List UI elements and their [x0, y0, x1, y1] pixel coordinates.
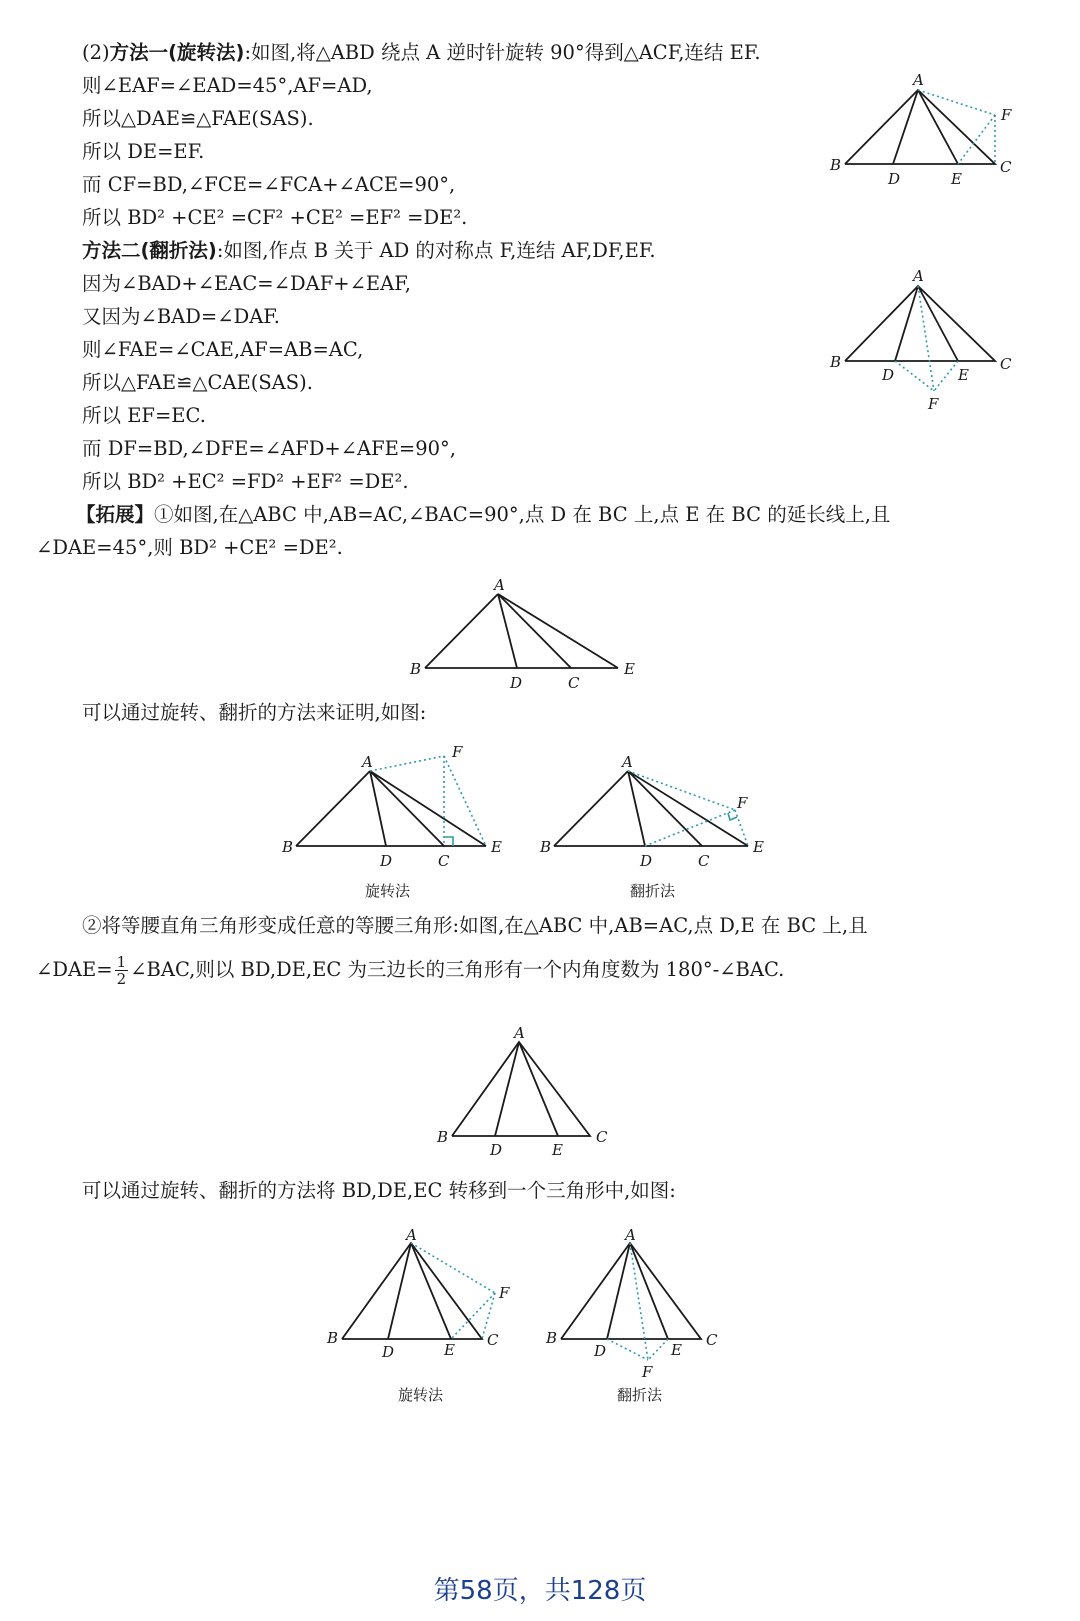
segment-ae	[498, 594, 618, 668]
segment-ef	[934, 361, 958, 391]
label-b: B	[546, 1329, 558, 1347]
segment-ab	[425, 594, 498, 668]
method2-title: 方法二(翻折法)	[82, 239, 217, 262]
page-counter: 第58页，共128页	[433, 1576, 647, 1606]
caption-fold: 翻折法	[617, 1386, 663, 1404]
label-d: D	[882, 366, 895, 384]
method1-line-5: 所以 BD² +CE² =CF² +CE² =EF² =DE².	[82, 206, 468, 229]
ext1-tag: 【拓展】	[76, 503, 155, 526]
label-b: B	[830, 156, 842, 174]
label-c: C	[1000, 355, 1012, 373]
label-c: C	[568, 674, 580, 692]
ext1-line1-text: ①如图,在△ABC 中,AB=AC,∠BAC=90°,点 D 在 BC 上,点 E 在 BC 的延长线上,且	[154, 503, 891, 526]
segment-ad	[370, 771, 386, 846]
segment-ef	[648, 1339, 668, 1360]
method2-line-6: 而 DF=BD,∠DFE=∠AFD+∠AFE=90°,	[82, 437, 456, 460]
label-f: F	[499, 1284, 510, 1302]
caption-rotation: 旋转法	[365, 882, 411, 900]
label-d: D	[640, 852, 653, 870]
label-b: B	[327, 1329, 339, 1347]
label-a: A	[913, 267, 924, 285]
segment-ad	[498, 594, 517, 668]
label-d: D	[594, 1342, 607, 1360]
figure-ext2-rotation	[320, 1225, 520, 1410]
label-d: D	[380, 852, 393, 870]
figure-method2-fold	[820, 266, 1020, 416]
figure-method1-rotation	[820, 70, 1020, 190]
method2-line-7: 所以 BD² +EC² =FD² +EF² =DE².	[82, 470, 409, 493]
label-b: B	[830, 353, 842, 371]
label-a: A	[622, 753, 633, 771]
ext1-note: 可以通过旋转、翻折的方法来证明,如图:	[82, 701, 427, 724]
label-c: C	[1000, 158, 1012, 176]
label-c: C	[706, 1331, 718, 1349]
segment-ad	[607, 1243, 630, 1339]
label-b: B	[282, 838, 294, 856]
segment-ae	[630, 1243, 668, 1339]
method2-line-1: 因为∠BAD+∠EAC=∠DAF+∠EAF,	[82, 272, 411, 295]
label-f: F	[928, 395, 939, 413]
label-c: C	[698, 852, 710, 870]
method1-line-0: :如图,将△ABD 绕点 A 逆时针旋转 90°得到△ACF,连结 EF.	[244, 41, 761, 64]
ext2-line2-a: ∠DAE=	[36, 958, 113, 981]
label-c: C	[487, 1331, 499, 1349]
label-e: E	[624, 660, 635, 678]
label-b: B	[410, 660, 422, 678]
method1-title: 方法一(旋转法)	[109, 41, 245, 64]
method1-lead: (2)	[82, 41, 110, 64]
figure-ext1-rotation	[275, 740, 515, 905]
segment-ef	[958, 115, 995, 164]
segment-ab	[296, 771, 370, 846]
segment-ab	[554, 771, 628, 846]
label-d: D	[382, 1343, 395, 1361]
segment-ae	[918, 286, 958, 361]
method2-line-4: 所以△FAE≌△CAE(SAS).	[82, 371, 313, 394]
figure-ext2-base	[430, 1018, 620, 1158]
segment-af	[630, 1243, 648, 1360]
label-e: E	[958, 366, 969, 384]
segment-df	[607, 1339, 648, 1360]
label-e: E	[444, 1341, 455, 1359]
right-angle-mark	[444, 837, 453, 846]
triangle-abc	[342, 1243, 482, 1339]
ext2-line-1: ②将等腰直角三角形变成任意的等腰三角形:如图,在△ABC 中,AB=AC,点 D,E 在 BC 上,且	[82, 914, 868, 937]
method1-line-1: 则∠EAF=∠EAD=45°,AF=AD,	[82, 74, 373, 97]
segment-ad	[893, 90, 918, 164]
method2-line-0: :如图,作点 B 关于 AD 的对称点 F,连结 AF,DF,EF.	[216, 239, 656, 262]
caption-fold: 翻折法	[630, 882, 676, 900]
label-d: D	[510, 674, 523, 692]
ext1-line-1	[76, 502, 890, 528]
label-e: E	[552, 1141, 563, 1158]
label-a: A	[362, 753, 373, 771]
method1-line-2: 所以△DAE≌△FAE(SAS).	[82, 107, 314, 130]
label-c: C	[596, 1128, 608, 1146]
figure-ext1-base	[400, 570, 650, 695]
triangle-abc	[561, 1243, 701, 1339]
segment-af	[411, 1243, 495, 1293]
label-a: A	[514, 1024, 525, 1042]
segment-ac	[498, 594, 571, 668]
segment-ac	[370, 771, 444, 846]
label-f: F	[642, 1363, 653, 1381]
ext2-note: 可以通过旋转、翻折的方法将 BD,DE,EC 转移到一个三角形中,如图:	[82, 1179, 676, 1202]
caption-rotation: 旋转法	[398, 1386, 444, 1404]
half-fraction	[115, 954, 129, 987]
segment-df	[895, 361, 934, 391]
label-c: C	[438, 852, 450, 870]
right-angle-mark	[728, 813, 737, 820]
label-a: A	[913, 71, 924, 89]
label-f: F	[1001, 106, 1012, 124]
method2-line-2: 又因为∠BAD=∠DAF.	[82, 305, 280, 328]
label-a: A	[494, 576, 505, 594]
label-e: E	[951, 170, 962, 188]
segment-ef	[735, 810, 748, 846]
label-e: E	[671, 1341, 682, 1359]
label-e: E	[491, 838, 502, 856]
label-d: D	[888, 170, 901, 188]
label-d: D	[490, 1141, 503, 1158]
ext2-line2-b: ∠BAC,则以 BD,DE,EC 为三边长的三角形有一个内角度数为 180°-∠BAC.	[130, 958, 785, 981]
label-f: F	[737, 794, 748, 812]
triangle-abc	[845, 90, 995, 164]
segment-af	[370, 756, 444, 771]
label-a: A	[625, 1226, 636, 1244]
label-b: B	[437, 1128, 449, 1146]
method2-heading	[82, 238, 656, 264]
segment-df	[645, 810, 735, 846]
label-f: F	[452, 743, 463, 761]
method1-line-3: 所以 DE=EF.	[82, 140, 205, 163]
label-b: B	[540, 838, 552, 856]
segment-ad	[495, 1042, 519, 1136]
segment-ad	[628, 771, 645, 846]
method2-line-5: 所以 EF=EC.	[82, 404, 206, 427]
segment-ae	[628, 771, 748, 846]
triangle-abc	[452, 1042, 590, 1136]
segment-ad	[388, 1243, 411, 1339]
figure-ext2-fold	[540, 1225, 730, 1410]
segment-ac	[628, 771, 702, 846]
frac-numerator: 1	[116, 953, 127, 971]
figure-ext1-fold	[535, 740, 775, 905]
frac-denominator: 2	[116, 970, 127, 988]
ext2-line-2	[36, 954, 784, 987]
label-e: E	[753, 838, 764, 856]
segment-ae	[370, 771, 486, 846]
method1-heading	[82, 40, 761, 66]
method2-line-3: 则∠FAE=∠CAE,AF=AB=AC,	[82, 338, 364, 361]
segment-ae	[411, 1243, 451, 1339]
segment-ae	[519, 1042, 558, 1136]
method1-line-4: 而 CF=BD,∠FCE=∠FCA+∠ACE=90°,	[82, 173, 456, 196]
label-a: A	[406, 1226, 417, 1244]
ext1-line-2: ∠DAE=45°,则 BD² +CE² =DE².	[36, 536, 343, 559]
